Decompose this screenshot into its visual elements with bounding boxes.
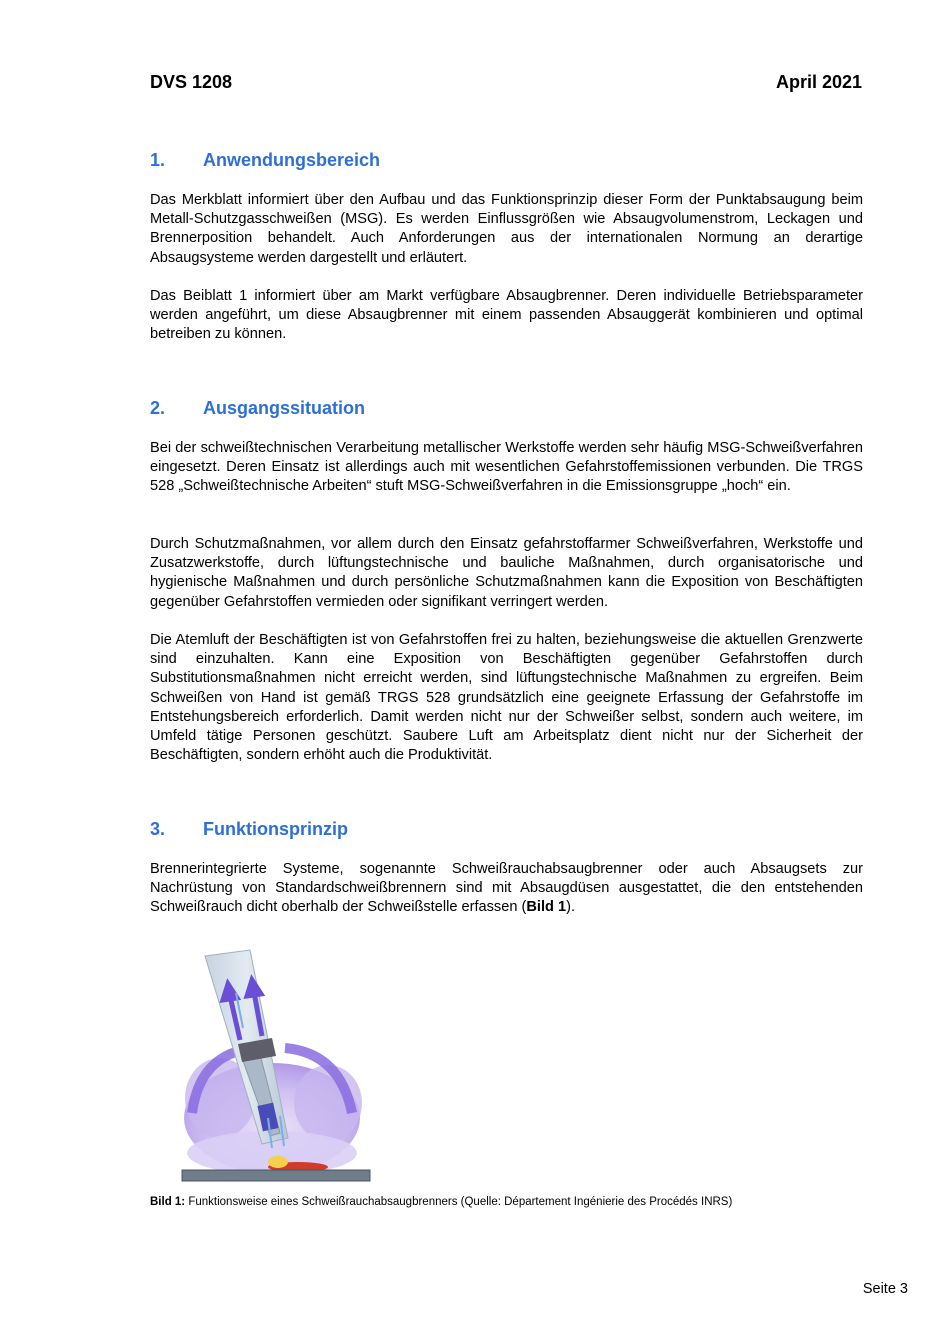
section-2-paragraph-1: Bei der schweißtechnischen Verarbeitung metallischer Werkstoffe werden sehr häufig MSG-Schweißverfahren eingesetzt. Deren Einsatz ist allerdings auch mit wesentlichen Gefahrstoffemissionen verbunden. Die TRGS 528 „Schweißtechnische Arbeiten“ stuft MSG-Schweißverfahren in die Emissionsgruppe „hoch“ ein. [150, 440, 863, 495]
section-heading-1 [150, 150, 380, 171]
figure-reference: Bild 1 [526, 899, 567, 916]
section-heading-2 [150, 398, 365, 419]
caption-label: Bild 1: [150, 1196, 186, 1208]
section-title: Anwendungsbereich [203, 150, 381, 170]
section-3-paragraph-1: Brennerintegrierte Systeme, sogenannte Schweißrauchabsaugbrenner oder auch Absaugsets zur Nachrüstung von Standardschweißbrennern sind mit Absaugdüsen ausgestattet, die den entstehenden Schweißrauch dicht oberhalb der Schweißstelle erfassen (Bild 1). [150, 861, 863, 916]
weld-arc [268, 1156, 288, 1168]
section-heading-3 [150, 819, 348, 840]
caption-text: Funktionsweise eines Schweißrauchabsaugbrenners (Quelle: Département Ingénierie des Procédés INRS) [185, 1196, 733, 1208]
section-2-paragraph-3: Die Atemluft der Beschäftigten ist von Gefahrstoffen frei zu halten, beziehungsweise die aktuellen Grenzwerte sind einzuhalten. Kann eine Exposition von Beschäftigten gegenüber Gefahrstoffen durch Substitutionsmaßnahmen nicht erreicht werden, sind lüftungstechnische Maßnahmen zu ergreifen. Beim Schweißen von Hand ist gemäß TRGS 528 grundsätzlich eine geeignete Erfassung der Gefahrstoffe im Entstehungsbereich erforderlich. Damit werden nicht nur der Schweißer selbst, sondern auch weitere, im Umfeld tätige Personen geschützt. Saubere Luft am Arbeitsplatz dient nicht nur der Sicherheit der Beschäftigten, sondern erhöht auch die Produktivität. [150, 632, 863, 764]
section-title: Ausgangssituation [203, 398, 366, 418]
figure-caption [150, 1196, 732, 1208]
section-number: 2. [150, 398, 166, 418]
document-date: April 2021 [775, 72, 862, 92]
welding-torch-illustration [180, 948, 380, 1188]
page-number: Seite 3 [862, 1281, 908, 1297]
document-id: DVS 1208 [150, 72, 233, 92]
page-header [150, 72, 862, 93]
section-2-paragraph-2: Durch Schutzmaßnahmen, vor allem durch den Einsatz gefahrstoffarmer Schweißverfahren, Werkstoffe und Zusatzwerkstoffe, durch lüftungstechnische und bauliche Maßnahmen, durch organisatorische und hygienische Maßnahmen und durch persönliche Schutzmaßnahmen kann die Exposition von Beschäftigten gegenüber Gefahrstoffen vermieden oder signifikant verringert werden. [150, 536, 863, 610]
section-number: 1. [150, 150, 166, 170]
section-title: Funktionsprinzip [203, 819, 348, 839]
section-1-paragraph-1: Das Merkblatt informiert über den Aufbau und das Funktionsprinzip dieser Form der Punktabsaugung beim Metall-Schutzgasschweißen (MSG). Es werden Einflussgrößen wie Absaugvolumenstrom, Leckagen und Brennerposition behandelt. Auch Anforderungen aus der internationalen Normung an derartige Absaugsysteme werden dargestellt und erläutert. [150, 192, 863, 266]
figure-welding-torch-extraction [180, 948, 380, 1188]
section-1-paragraph-2: Das Beiblatt 1 informiert über am Markt verfügbare Absaugbrenner. Deren individuelle Betriebsparameter werden angeführt, um diese Absaugbrenner mit einem passenden Absauggerät kombinieren und optimal betreiben zu können. [150, 288, 863, 343]
section-number: 3. [150, 819, 166, 839]
workpiece-plate [182, 1170, 370, 1181]
